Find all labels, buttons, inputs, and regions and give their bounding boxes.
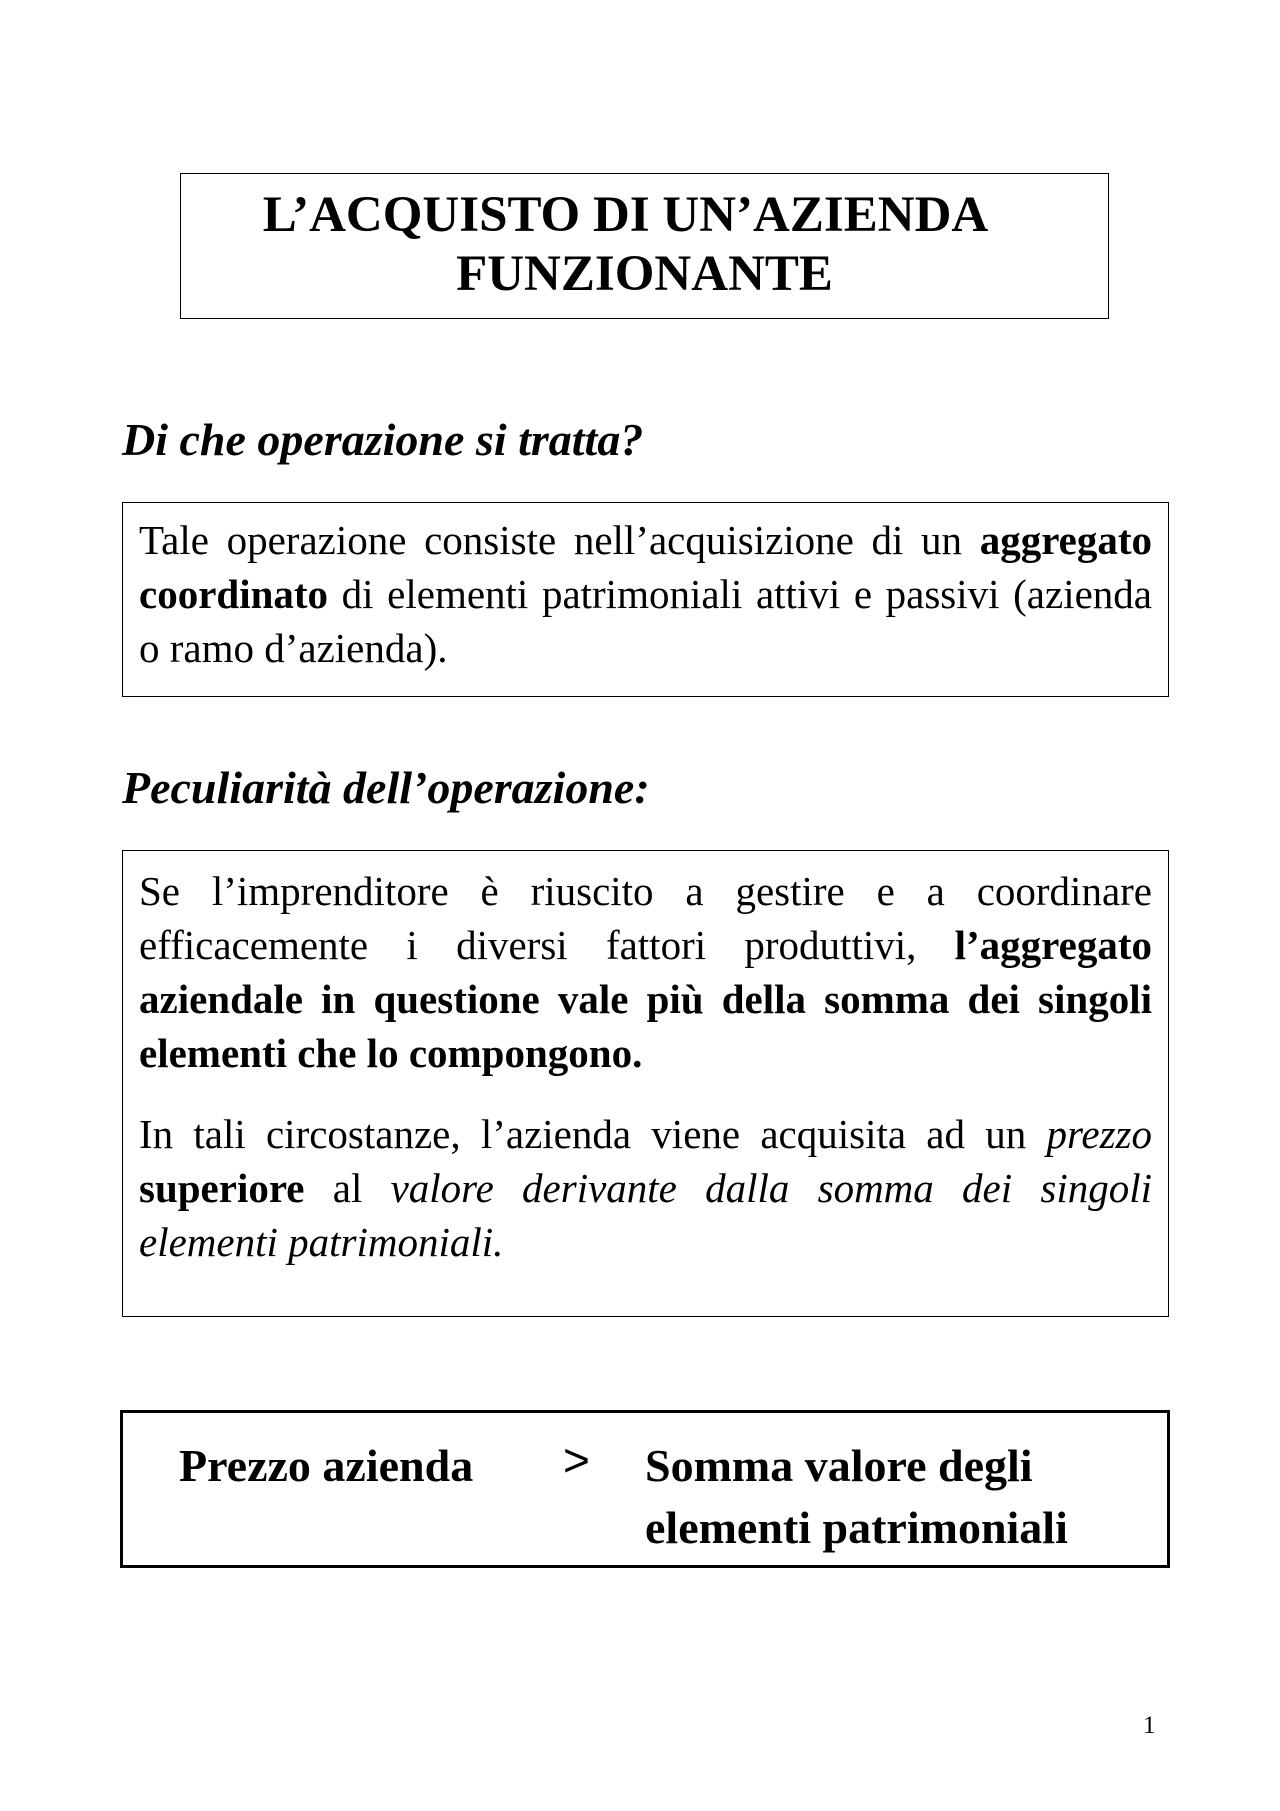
peculiarity-p1-text: Se l’imprenditore è riuscito a gestire e a coordinare efficacemente i diversi fattori produttivi,	[139, 868, 1152, 968]
peculiarity-p1-bold: l’aggregato aziendale in questione vale più della somma dei singoli elementi che lo compongono.	[139, 922, 1152, 1076]
peculiarity-p2-text-e: al	[304, 1165, 391, 1211]
formula-box	[120, 1410, 1170, 1568]
peculiarity-p2-text-a: In tali circostanze, l’azienda viene acquisita ad un	[139, 1111, 1047, 1157]
formula-left: Prezzo azienda	[179, 1440, 474, 1491]
peculiarity-p2-italic-value: valore derivante dalla somma dei singoli elementi patrimoniali.	[139, 1165, 1152, 1265]
formula-right	[645, 1435, 1068, 1559]
peculiarity-paragraph-2	[139, 1107, 1152, 1269]
title-box	[180, 173, 1109, 319]
peculiarity-p2-italic-price: prezzo	[1046, 1111, 1152, 1157]
section-heading-operation: Di che operazione si tratta?	[122, 414, 644, 465]
page-number: 1	[1143, 1712, 1156, 1739]
definition-text-c: di elementi patrimoniali attivi e passivi (azienda o ramo d’azienda).	[139, 571, 1152, 671]
peculiarity-p2-bold-superior: superiore	[139, 1165, 305, 1211]
peculiarity-paragraph-1	[139, 864, 1152, 1080]
definition-text-a: Tale operazione consiste nell’acquisizione di un	[139, 517, 980, 563]
definition-text-bold: aggregato coordinato	[139, 517, 1152, 617]
formula-right-line-1: Somma valore degli	[645, 1440, 1033, 1491]
page-title-line-2: FUNZIONANTE	[456, 246, 833, 302]
greater-than-operator: >	[563, 1434, 590, 1486]
definition-box	[122, 502, 1169, 697]
formula-right-line-2: elementi patrimoniali	[645, 1502, 1068, 1553]
definition-paragraph	[139, 513, 1152, 675]
peculiarity-box	[122, 850, 1169, 1317]
page-title-line-1: L’ACQUISTO DI UN’AZIENDA	[262, 187, 989, 243]
section-heading-peculiarity: Peculiarità dell’operazione:	[122, 762, 650, 813]
